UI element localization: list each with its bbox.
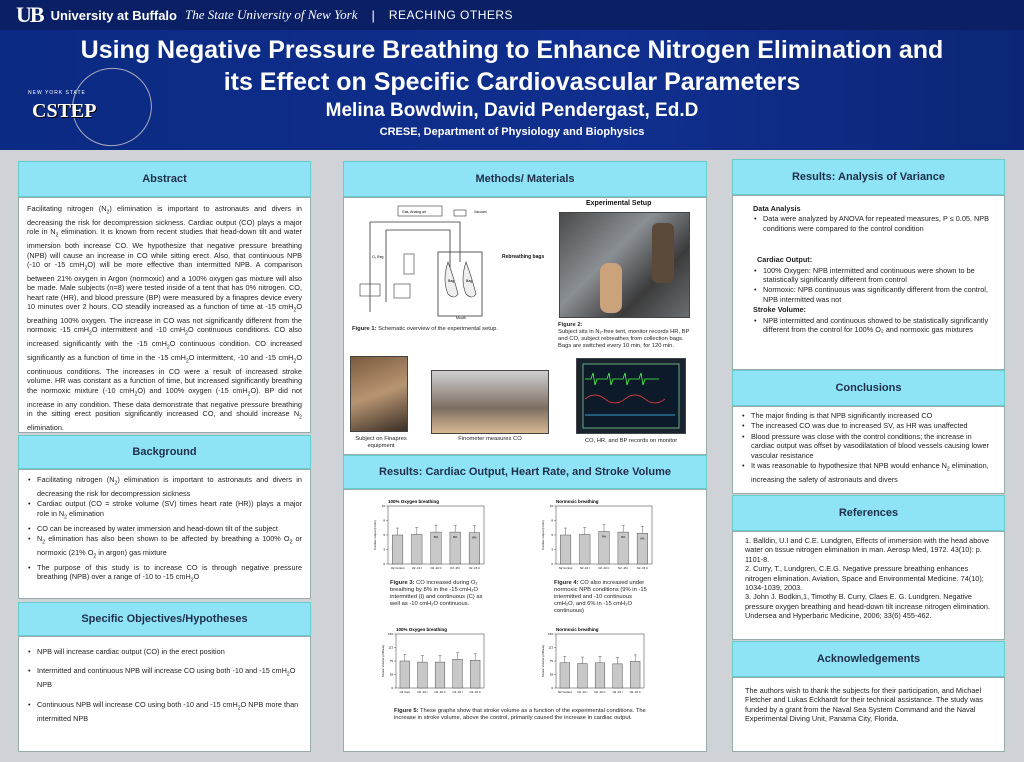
figure-1-caption: Figure 1: Schematic overview of the experimental setup. [352,326,498,332]
conclusion-2: • The increased CO was due to increased SV, as HR was unaffected [741,421,994,430]
sv-bullet: • NPB intermitted and continuous showed to be statistically significantly different from the control for 100% O₂ and normoxic gas mixtures [753,316,990,335]
y-tick-label: 3 [551,547,553,552]
assistant-figure [652,223,674,283]
x-tick-label: O2 Control [390,566,405,570]
ub-logo: UB [16,2,43,27]
y-tick-label: 113 [548,645,553,650]
bar [613,664,623,688]
svg-text:Bag: Bag [466,279,473,283]
x-tick-label: N2 -10 I [577,690,588,694]
x-tick-label: N2 -15 C [636,566,649,570]
data-label: 9% [621,535,626,540]
y-axis-label: Cardiac output (L/min) [373,520,377,550]
bar [453,659,463,688]
objectives-body [18,636,311,752]
objective-1: • NPB will increase cardiac output (CO) in the erect position [27,647,302,656]
y-tick-label: 10 [549,504,553,509]
methods-body [343,197,707,455]
figure-4-caption: Figure 4: CO also increased under normoxic NPB conditions (9% in -15 intermitted and -10 continuous cmH₂O, and 6% in -15 cmH₂O continuous) [554,580,647,614]
x-tick-label: N2 -10 C [598,566,610,570]
co-bullet-1: • 100% Oxygen: NPB intermitted and continuous were shown to be statistically significantly different from control [753,266,990,285]
methods-heading: Methods/ Materials [343,161,707,197]
x-tick-label: N2 -10 I [579,566,590,570]
anova-heading: Results: Analysis of Variance [732,159,1005,195]
data-label: 8% [472,535,477,540]
ub-banner [0,0,1024,30]
x-tick-label: O2 -15 I [452,690,463,694]
university-name: University at Buffalo [50,7,177,23]
background-bullet-5: • The purpose of this study is to increase CO is through negative pressure breathing (NPB) over a range of -10 to -15 cmH$_2$O [27,563,302,586]
bar [560,535,571,564]
y-tick-label: 0 [391,686,393,691]
svg-text:Gas, Analog air: Gas, Analog air [402,210,426,214]
affiliation: CRESE, Department of Physiology and Biophysics [379,126,645,138]
bar-chart-svg [540,496,658,576]
bar [412,534,423,564]
bar [435,662,445,688]
figure-5-caption: Figure 5: These graphs show that stroke volume as a function of the experimental conditions. The increase in stroke volume, above the control, primarily caused the increase in cardiac output. [394,708,646,721]
experimental-setup-photo [559,212,690,318]
background-bullet-1: • Facilitating nitrogen $(N_2)$ elimination is important to astronauts and divers in decreasing the risk for decompression sickness [27,475,302,498]
x-tick-label: O2 -10 I [411,566,422,570]
co-bullet-2: • Normoxic: NPB continuous was significantly different from the control, NPB intermitted was not [753,285,990,304]
y-tick-label: 38 [549,672,553,677]
references-heading: References [732,495,1005,531]
background-bullet-2: • Cardiac output (CO = stroke volume (SV) times heart rate (HR)) plays a major role in $N_2$ elimination [27,499,302,522]
cstep-subtitle: NEW YORK STATE [28,90,86,96]
poster-header [0,0,1024,150]
data-label: 9% [601,534,607,539]
bar [470,660,480,688]
conclusions-body [732,406,1005,494]
data-label: 8% [453,535,458,540]
subject-figure [600,263,622,313]
title-line-2: its Effect on Specific Cardiovascular Parameters [223,68,801,96]
figure-3-caption: Figure 3: CO increased during O₂ breathing by 8% in the -15 cmH₂O intermitted (I) and continuous (C) as well as -10 cmH₂O continuous. [390,580,483,607]
reference-1: 1. Balldin, U.I and C.E. Lundgren, Effects of immersion with the head above water on tissue nitrogen elimination in man. Aerosp Med, 1972. 43(10): p. 1101-8. [745,536,990,564]
anova-body [732,195,1005,370]
y-tick-label: 0 [551,562,553,567]
data-label: 6% [640,536,645,541]
y-axis-label: Cardiac output (L/min) [541,520,545,550]
bar [580,534,591,564]
x-tick-label: N2 -15 C [629,690,641,694]
objective-2: • Intermitted and continuous NPB will increase CO using both -10 and -15 cmH$_2$O NPB [27,666,302,689]
finometer-caption: Finometer measures CO [458,436,522,442]
references-body [732,531,1005,640]
y-tick-label: 150 [387,632,393,637]
sv-title: Stroke Volume: [753,305,806,315]
chart-sv-normoxic [540,624,650,700]
x-tick-label: O2 -10 I [417,690,428,694]
x-tick-label: O2 -10 C [434,690,446,694]
chart-title: Normoxic breathing [556,627,599,632]
background-heading: Background [18,435,311,469]
x-tick-label: O2 -10 C [430,566,442,570]
chart-title: Normoxic breathing [556,499,599,504]
acknowledgements-body: The authors wish to thank the subjects for their participation, and Michael Fletcher and Lukas Eckhardt for their technical assistance. The study was funded by a grant from the Naval Sea System Command and the Naval Experimental Diving Unit, Panama City, Florida. [732,677,1005,752]
data-analysis-bullet: • Data were analyzed by ANOVA for repeated measures, P ≤ 0.05. NPB conditions were compared to the control condition [753,214,990,233]
y-tick-label: 5 [551,533,553,538]
results-co-body [343,489,707,752]
x-tick-label: N2 -15 I [612,690,623,694]
poster-title [0,34,1024,98]
background-body [18,469,311,599]
reference-2: 2. Curry, T., Lundgren, C.E.G. Negative pressure breathing enhances nitrogen elimination. Aviation, Space and Environmental Medicine. 74(10); 1034-1039, 2003. [745,564,984,593]
y-tick-label: 3 [383,547,385,552]
x-tick-label: O2 -15 C [469,690,481,694]
finometer-photo [431,370,549,434]
svg-text:Bag: Bag [448,279,455,283]
experimental-schematic [350,202,550,320]
y-axis-label: Stroke Volume (ml/beat) [381,644,385,678]
abstract-heading: Abstract [18,161,311,197]
banner-tagline: REACHING OTHERS [388,8,514,22]
background-bullet-3: • CO can be increased by water immersion and head-down tilt of the subject [27,524,302,533]
y-tick-label: 75 [549,659,553,664]
reference-3: 3. John J. Bodkin,1, Timothy B. Curry, Claes E. G. Lundgren. Negative pressure oxygen breathing and head-down tilt increase nitrogen elimination. Undersea and Hyperbaric Medicine, 2006; 33(6) 455-462. [745,592,991,621]
svg-text:Vacuum: Vacuum [474,210,487,214]
figure-2-caption: Figure 2: Subject sits in N₂-free tent, monitor records HR, BP and CO, subject rebreathes from collection bags. Bags are switched every 10 min, for 120 min. [558,322,690,349]
bar-chart-svg [380,624,490,700]
chart-co-oxygen [372,496,490,576]
authors: Melina Bowdwin, David Pendergast, Ed.D [325,100,699,121]
data-analysis-title: Data Analysis [753,204,801,213]
results-co-heading: Results: Cardiac Output, Heart Rate, and Stroke Volume [343,455,707,489]
bar [595,663,605,688]
conclusion-1: • The major finding is that NPB significantly increased CO [741,411,994,420]
suny-name: The State University of New York [184,7,358,22]
y-tick-label: 0 [383,562,385,567]
bar-chart-svg [372,496,490,576]
bar [418,662,428,688]
y-axis-label: Stroke Volume (ml/beat) [541,644,545,678]
y-tick-label: 113 [388,645,393,650]
bar [578,664,588,688]
acknowledgements-heading: Acknowledgements [732,641,1005,677]
y-tick-label: 150 [547,632,553,637]
svg-text:Mouth: Mouth [456,316,466,320]
x-tick-label: O2 -15 C [468,566,481,570]
y-tick-label: 8 [383,518,385,523]
data-label: 8% [433,535,439,540]
objective-3: • Continuous NPB will increase CO using both -10 and -15 cmH$_2$O NPB more than intermitted NPB [27,700,302,723]
y-tick-label: 8 [551,518,553,523]
subject-finapres-photo [350,356,408,432]
experimental-setup-label: Experimental Setup [586,200,652,207]
abstract-body: Facilitating nitrogen $(N_2)$ elimination is important to astronauts and divers in decreasing the risk for decompression sickness. Cardiac output (CO) plays a major role in $N_2$ elimination. It is known from recent studies that head-down tilt and water immersion both increase CO. We hypothesize that negative pressure breathing (NPB) will cause an increase in CO while sitting erect. Also, that continuous NPB (-10 or -15 cmH$_2$O) will be more effective than intermitted NPB. A comparison between 21% oxygen in Argon (normoxic) and a 100% oxygen gas mixture will also be made. Male subjects (n=8) were tested inside of a tent that has 0% nitrogen. CO, heart rate (HR), and blood pressure (BP) were measured by a finapres device every 10 minutes over 2 hours. CO steadily increased as a function of time at -15 cmH$_2$O breathing 100% oxygen. The increase in CO was not significantly different from the normoxic -15 cmH$_2$O intermittent and -10 cmH$_2$O continuous conditions. CO also increased significantly with the -15 cmH$_2$O continuous condition. CO increased significantly as a function of time in the -15 cmH$_2$O intermittent, -10 and -15 cmH$_2$O continuous conditions. The increases in CO were a result of increased stroke volume. HR was constant as a function of time, but increased significantly breathing the normoxic mixture (-10 cmH$_2$O) and 100% oxygen (-15 cmH$_2$O). BP did not increase in any condition. These data demonstrate that negative pressure breathing in the sitting erect position significantly increased CO, and should increase $N_2$ elimination. [18,197,311,433]
rebreathing-bags-label: Rebreathing bags [502,254,545,260]
y-tick-label: 75 [389,659,393,664]
y-tick-label: 38 [389,672,393,677]
x-tick-label: N2 Control [558,690,572,694]
x-tick-label: N2 -15 I [618,566,629,570]
bar-chart-svg [540,624,650,700]
y-tick-label: 5 [383,533,385,538]
cstep-name: CSTEP [32,100,97,122]
banner-separator: | [371,7,375,23]
background-bullet-4: • $N_2$ elimination has also been shown to be affected by breathing a 100% $O_2$ or normoxic (21% $O_2$ in argon) gas mixture [27,534,302,562]
chart-sv-oxygen [380,624,490,700]
x-tick-label: O2 -15 I [450,566,461,570]
subject-finapres-caption: Subject on Finapres equipment [355,436,407,449]
y-tick-label: 0 [551,686,553,691]
co-title: Cardiac Output: [757,255,813,265]
chart-title: 100% Oxygen breathing [388,499,440,504]
x-tick-label: N2 Control [558,566,573,570]
title-line-1: Using Negative Pressure Breathing to Enhance Nitrogen Elimination and [80,36,944,64]
bar [560,663,570,688]
monitor-traces-icon [577,359,685,433]
chart-co-normoxic [540,496,658,576]
x-tick-label: O2 Cont [399,690,411,694]
chart-title: 100% Oxygen breathing [396,627,448,632]
bar [392,535,403,564]
conclusion-4: • It was reasonable to hypothesize that NPB would enhance $N_2$ elimination, increasing the safety of astronauts and divers [741,461,994,484]
objectives-heading: Specific Objectives/Hypotheses [18,602,311,636]
monitor-photo [576,358,686,434]
monitor-caption: CO, HR, and BP records on monitor [584,438,678,444]
y-tick-label: 10 [381,504,385,509]
svg-text:O₂ Reg: O₂ Reg [372,255,384,259]
conclusion-3: • Blood pressure was close with the control conditions; the increase in cardiac output was offset by vasodilatation of blood vessels causing lower vascular resistance [741,432,994,460]
bar [400,661,410,688]
conclusions-heading: Conclusions [732,370,1005,406]
x-tick-label: N2 -10 C [594,690,606,694]
bar [630,661,640,688]
